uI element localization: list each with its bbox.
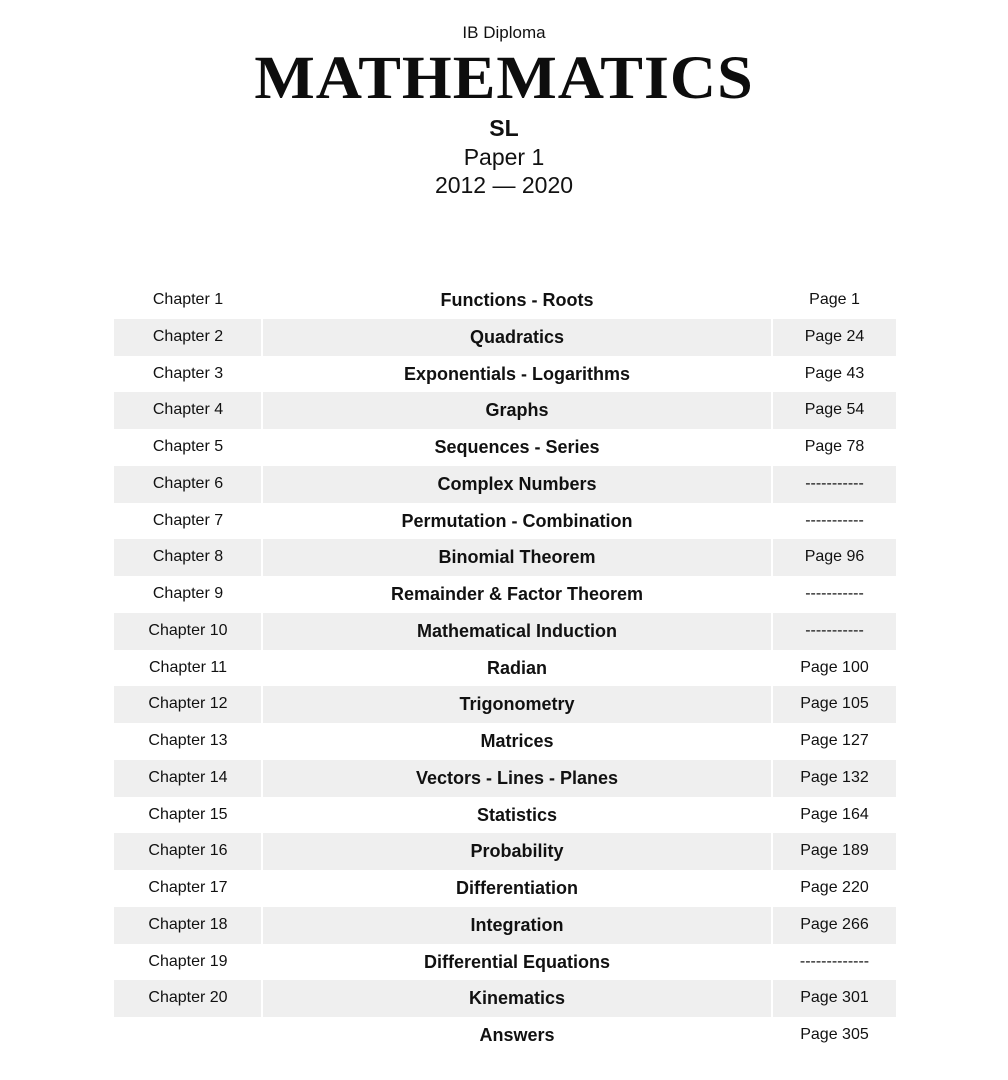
toc-row [114,576,896,613]
toc-row-answers [114,1017,896,1054]
toc-chapter-title: Quadratics [469,326,565,347]
toc-chapter-number: Chapter 7 [152,511,224,529]
years-range: 2012 — 2020 [434,172,574,198]
toc-chapter-title: Complex Numbers [437,473,597,494]
subject-title: MATHEMATICS [254,43,754,112]
toc-chapter-title: Sequences - Series [434,437,600,457]
toc-chapter-title: Differential Equations [423,951,611,972]
toc-page-reference: ----------- [805,585,864,602]
toc-page-reference: Page 54 [804,401,865,419]
toc-page-reference: Page 100 [800,658,869,676]
toc-page-reference: Page 105 [800,695,869,713]
toc-chapter-title: Exponentials - Logarithms [403,363,631,384]
toc-row [114,833,896,870]
toc-chapter-number: Chapter 8 [152,548,224,566]
toc-chapter-number [114,1017,262,1054]
toc-chapter-number: Chapter 9 [152,585,224,602]
toc-chapter-number: Chapter 4 [152,401,224,419]
toc-page-reference: Page 189 [800,842,869,860]
toc-chapter-title: Answers [479,1025,555,1045]
toc-row [114,503,896,540]
toc-row [114,539,896,576]
toc-page-reference: Page 220 [800,879,869,896]
toc-row [114,723,896,760]
toc-chapter-title: Probability [470,841,564,862]
toc-row [114,650,896,687]
toc-chapter-number: Chapter 3 [152,364,224,382]
toc-row [114,907,896,944]
toc-chapter-number: Chapter 2 [152,327,224,345]
toc-row [114,319,896,356]
toc-page-reference: ----------- [805,474,864,492]
toc-row [114,392,896,429]
toc-chapter-title: Trigonometry [459,694,575,715]
toc-chapter-title: Vectors - Lines - Planes [415,767,619,788]
toc-page-reference: Page 132 [800,768,869,786]
toc-chapter-title: Permutation - Combination [401,510,633,531]
toc-row [114,870,896,907]
toc-chapter-title: Mathematical Induction [416,620,618,641]
toc-row [114,686,896,723]
level-label: SL [489,115,519,141]
toc-chapter-number: Chapter 12 [148,695,228,713]
toc-row [114,944,896,981]
toc-row [114,282,896,319]
toc-chapter-title: Statistics [476,804,558,825]
toc-page-reference: Page 78 [804,438,865,455]
toc-page-reference: Page 305 [800,1026,869,1043]
toc-page-reference: Page 43 [804,364,865,382]
toc-chapter-number: Chapter 14 [148,768,228,786]
table-of-contents [114,282,896,1054]
toc-chapter-number: Chapter 19 [148,952,228,970]
toc-chapter-title: Integration [470,914,564,935]
toc-chapter-title: Matrices [480,731,554,751]
toc-page-reference: Page 266 [800,915,869,933]
toc-chapter-number: Chapter 1 [152,291,224,308]
toc-page-reference: ------------- [799,952,870,970]
toc-page-reference: Page 301 [800,989,869,1007]
program-label: IB Diploma [462,23,546,42]
toc-chapter-number: Chapter 16 [148,842,228,860]
toc-chapter-title: Differentiation [455,878,578,898]
toc-chapter-title: Binomial Theorem [438,547,596,568]
toc-chapter-number: Chapter 10 [148,621,228,639]
toc-chapter-title: Graphs [485,400,549,421]
toc-page-reference: Page 24 [804,327,865,345]
toc-row [114,429,896,466]
toc-chapter-number: Chapter 20 [148,989,228,1007]
toc-page-reference: Page 127 [800,732,869,749]
toc-row [114,760,896,797]
toc-page-reference: ----------- [805,621,864,639]
toc-row [114,466,896,503]
toc-page-reference: ----------- [805,511,864,529]
toc-chapter-title: Kinematics [468,988,566,1009]
toc-page-reference: Page 96 [804,548,865,566]
toc-row [114,356,896,393]
toc-chapter-number: Chapter 11 [149,658,227,676]
toc-chapter-number: Chapter 5 [152,438,224,455]
toc-row [114,980,896,1017]
toc-row [114,613,896,650]
toc-row [114,797,896,834]
toc-chapter-number: Chapter 15 [148,805,228,823]
toc-chapter-title: Remainder & Factor Theorem [390,584,644,604]
paper-label: Paper 1 [463,144,545,170]
toc-page-reference: Page 1 [809,291,860,308]
toc-chapter-title: Functions - Roots [440,290,594,310]
toc-chapter-number: Chapter 6 [152,474,224,492]
toc-chapter-title: Radian [486,657,547,678]
toc-chapter-number: Chapter 18 [148,915,228,933]
toc-page-reference: Page 164 [800,805,869,823]
toc-chapter-number: Chapter 13 [148,732,228,749]
toc-chapter-number: Chapter 17 [148,879,228,896]
